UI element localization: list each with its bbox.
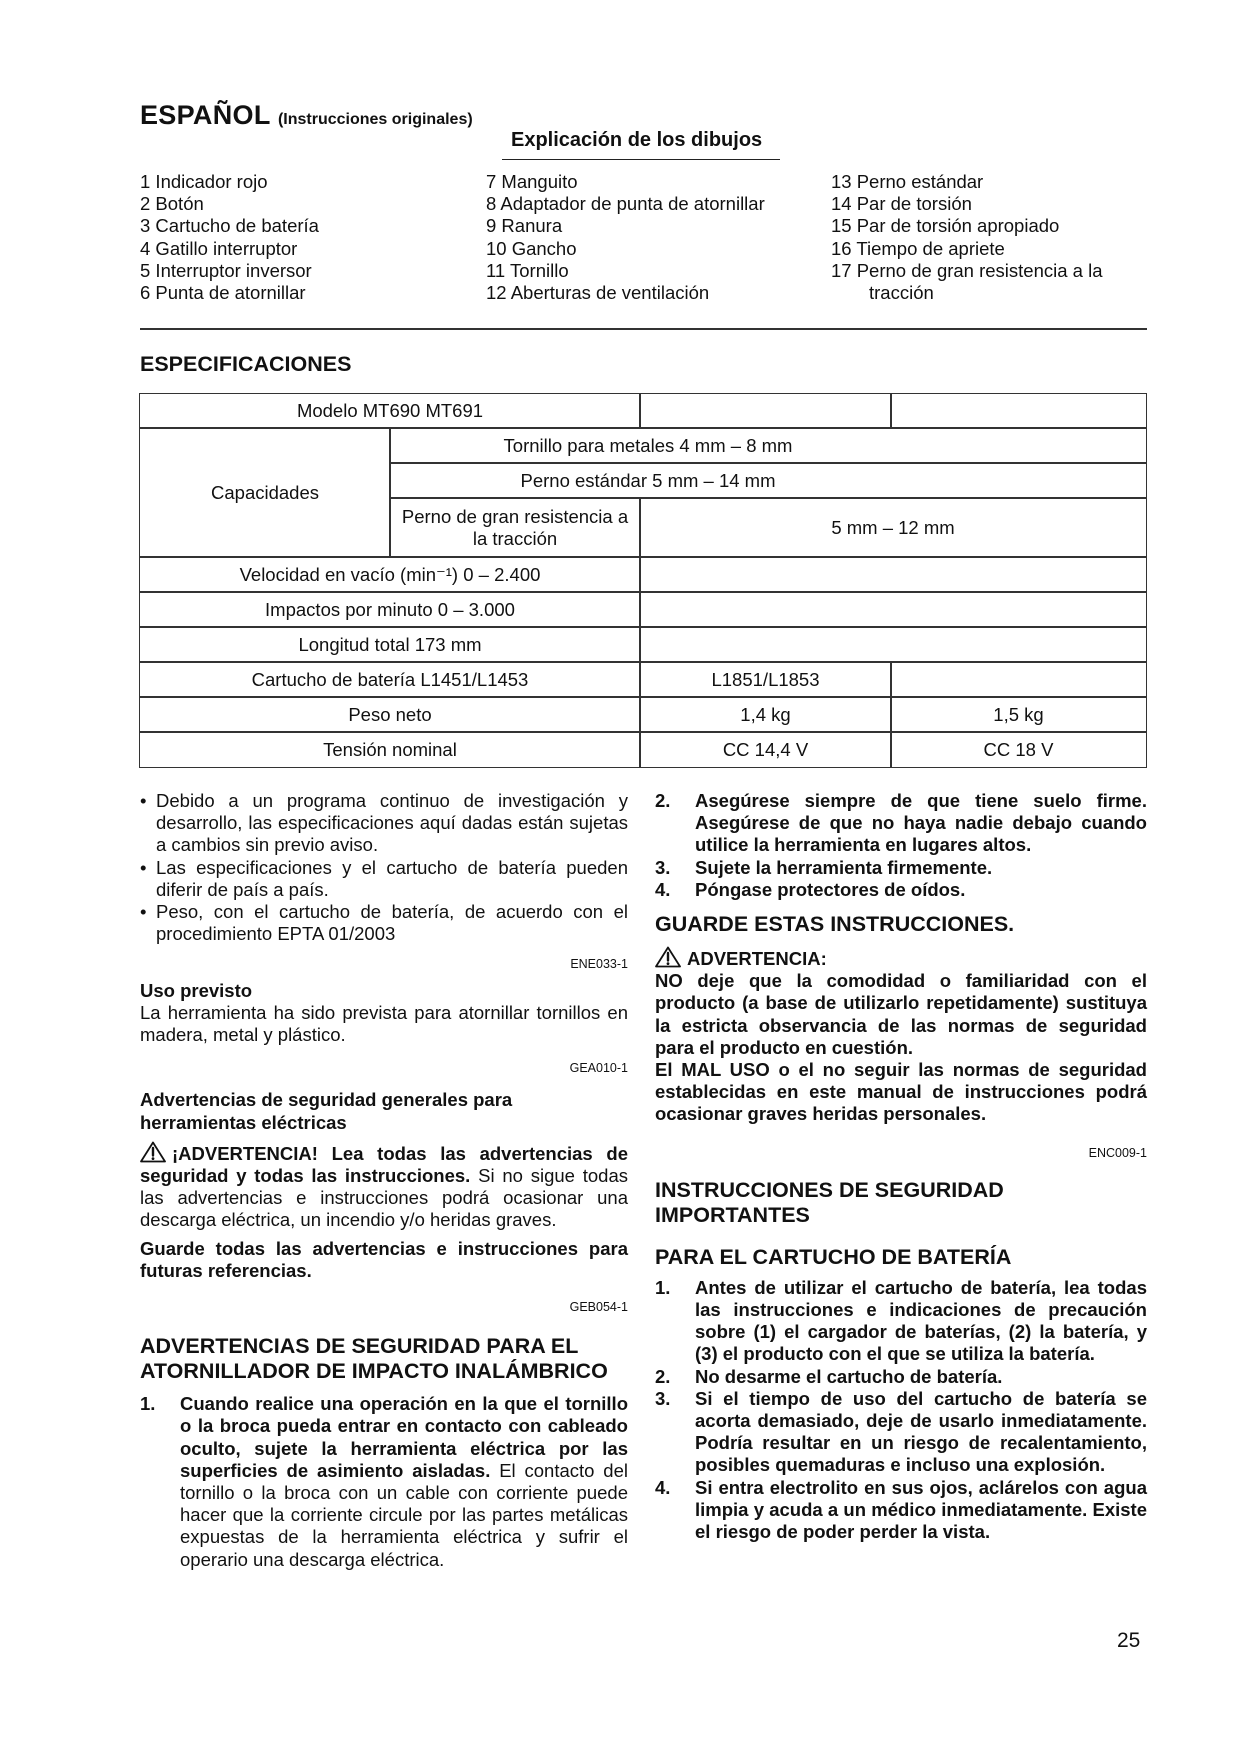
legend-column-1 (140, 171, 319, 304)
legend-item: 7 Manguito (486, 171, 578, 192)
item-number: 4. (655, 1476, 671, 1498)
impact-warning-item-1 (140, 1393, 628, 1571)
language-name: ESPAÑOL (140, 100, 271, 130)
language-note: (Instrucciones originales) (277, 111, 473, 128)
battery-item (655, 1366, 1147, 1388)
warning-paragraph-2: El MAL USO o el no seguir las normas de seguridad establecidas en este manual de instrucciones podrá ocasionar graves heridas personales. (655, 1059, 1147, 1125)
battery-item (655, 1277, 1147, 1366)
legend-item: 14 Par de torsión (831, 193, 972, 215)
item-text: Póngase protectores de oídos. (695, 878, 966, 900)
item-text: Si entra electrolito en sus ojos, aclárelos con agua limpia y acuda a un médico inmediatamente. Existe el riesgo de poder perder la vista. (695, 1476, 1147, 1543)
spec-overall-length: Longitud total 173 mm (139, 626, 641, 663)
legend-item-continuation: tracción (869, 282, 934, 304)
language-title (140, 100, 473, 131)
spec-capacities-label: Capacidades (139, 427, 391, 558)
legend-item: 9 Ranura (486, 215, 563, 237)
spec-empty-cell (639, 591, 1147, 628)
legend-item: 11 Tornillo (486, 259, 569, 281)
specs-heading: ESPECIFICACIONES (140, 352, 352, 376)
spec-empty-cell (890, 393, 1147, 429)
spec-empty-cell (639, 556, 1147, 593)
item-number: 1. (140, 1393, 156, 1415)
important-safety-heading: INSTRUCCIONES DE SEGURIDAD IMPORTANTES (655, 1177, 1004, 1227)
legend-item: 16 Tiempo de apriete (831, 237, 1005, 259)
spec-net-weight-1: 1,4 kg (639, 696, 892, 733)
spec-empty-cell (639, 393, 892, 429)
item-text: Si el tiempo de uso del cartucho de batería se acorta demasiado, deje de usarlo inmediatamente. Podría resultar en un riesgo de recalentamiento, posibles quemaduras e incluso una explosión. (695, 1387, 1147, 1476)
spec-note-bullet: • Debido a un programa continuo de investigación y desarrollo, las especificaciones aquí dadas están sujetas a cambios sin previo aviso. (140, 790, 628, 857)
spec-no-load-speed: Velocidad en vacío (min⁻¹) 0 – 2.400 (139, 556, 641, 593)
item-number: 2. (655, 1365, 671, 1387)
warning-triangle-icon (655, 946, 681, 968)
item-normal-text: El contacto del tornillo o la broca con un cable con corriente puede hacer que la corriente circule por las partes metálicas expuestas de la herramienta eléctrica y sufrir el operario una descarga eléctrica. (180, 1459, 628, 1570)
doc-code: ENC009-1 (1088, 1145, 1147, 1160)
general-warning-paragraph (140, 1141, 628, 1232)
legend-item: 6 Punta de atornillar (140, 282, 306, 304)
intended-use-heading: Uso previsto (140, 979, 253, 1001)
spec-rated-voltage-2: CC 18 V (890, 731, 1147, 768)
doc-code: ENE033-1 (570, 957, 628, 972)
legend-item: 5 Interruptor inversor (140, 259, 312, 281)
intended-use-text: La herramienta ha sido prevista para atornillar tornillos en madera, metal y plástico. (140, 1001, 628, 1046)
save-all-warnings: Guarde todas las advertencias e instrucciones para futuras referencias. (140, 1237, 628, 1281)
item-bold-text: Cuando realice una operación en la que el tornillo o la broca pueda entrar en contacto con cableado oculto, sujete la herramienta eléctrica por las superficies de asimiento aisladas. (180, 1393, 628, 1481)
battery-instructions-list (655, 1277, 1147, 1543)
spec-metal-screw-text: Tornillo para metales 4 mm – 8 mm (503, 434, 793, 456)
warning-label: ADVERTENCIA: (687, 948, 827, 970)
item-text: Sujete la herramienta firmemente. (695, 856, 993, 878)
spec-metal-screw-cell (389, 427, 1147, 464)
item-number: 1. (655, 1276, 671, 1298)
left-column (140, 790, 628, 1571)
item-number: 3. (655, 856, 671, 878)
spec-battery-cartridge: Cartucho de batería L1451/L1453 (139, 661, 641, 698)
legend-item: 2 Botón (140, 193, 204, 215)
legend-item: 1 Indicador rojo (140, 171, 268, 192)
item-number: 3. (655, 1387, 671, 1409)
spec-model-cell: Modelo MT690 MT691 (139, 393, 641, 429)
general-warnings-heading: Advertencias de seguridad generales para herramientas eléctricas (140, 1089, 513, 1133)
spec-high-tensile-value: 5 mm – 12 mm (639, 497, 1147, 558)
spec-note-bullet: • Peso, con el cartucho de batería, de acuerdo con el procedimiento EPTA 01/2003 (140, 901, 628, 945)
warning-bold-text: ¡ADVERTENCIA! Lea todas las advertencias de seguridad y todas las instrucciones. (140, 1142, 628, 1187)
item-number: 4. (655, 878, 671, 900)
spec-note-bullet: • Las especificaciones y el cartucho de batería pueden diferir de país a país. (140, 857, 628, 901)
legend-title-underline (502, 159, 780, 160)
item-number: 2. (655, 790, 671, 811)
safety-item (655, 790, 1147, 857)
doc-code: GEA010-1 (569, 1061, 628, 1076)
spec-empty-cell (639, 626, 1147, 663)
safety-item (655, 879, 1147, 901)
legend-item: 15 Par de torsión apropiado (831, 215, 1060, 237)
spec-rated-voltage-label: Tensión nominal (139, 731, 641, 768)
page-number: 25 (1117, 1629, 1141, 1652)
spec-empty-cell (890, 661, 1147, 698)
battery-heading: PARA EL CARTUCHO DE BATERÍA (655, 1244, 1012, 1269)
spec-std-bolt-cell (389, 462, 1147, 499)
legend-item: 10 Gancho (486, 237, 577, 259)
legend-item: 8 Adaptador de punta de atornillar (486, 193, 765, 215)
spec-battery-cartridge-2: L1851/L1853 (639, 661, 892, 698)
legend-column-2 (486, 171, 765, 304)
legend-item: 12 Aberturas de ventilación (486, 282, 710, 304)
legend-item: 4 Gatillo interruptor (140, 237, 298, 259)
right-column (655, 790, 1147, 1543)
warning-triangle-icon (140, 1141, 166, 1163)
spec-rated-voltage-1: CC 14,4 V (639, 731, 892, 768)
warning-paragraph-1: NO deje que la comodidad o familiaridad con el producto (a base de utilizarlo repetidamente) sustituya la estricta observancia de las normas de seguridad para el producto en cuestión. (655, 970, 1147, 1058)
spec-net-weight-2: 1,5 kg (890, 696, 1147, 733)
spec-high-tensile-label: Perno de gran resistencia a la tracción (389, 497, 641, 558)
legend-column-3 (831, 171, 1103, 304)
doc-code: GEB054-1 (569, 1300, 628, 1315)
spec-std-bolt-text: Perno estándar 5 mm – 14 mm (520, 469, 776, 491)
item-text: Antes de utilizar el cartucho de batería, lea todas las instrucciones e indicaciones de precaución sobre (1) el cargador de baterías, (2) la batería, y (3) el producto con el que se utiliza la batería. (695, 1276, 1147, 1365)
spec-net-weight-label: Peso neto (139, 696, 641, 733)
warning-label-line (655, 946, 1147, 970)
spec-impacts: Impactos por minuto 0 – 3.000 (139, 591, 641, 628)
specs-table (139, 393, 1147, 775)
safety-item (655, 857, 1147, 879)
battery-item (655, 1388, 1147, 1477)
legend-title: Explicación de los dibujos (511, 129, 763, 151)
warning-normal-text: Si no sigue todas las advertencias e instrucciones podrá ocasionar una descarga eléctrica, un incendio y/o heridas graves. (140, 1165, 628, 1231)
item-text: No desarme el cartucho de batería. (695, 1365, 1003, 1387)
section-divider (140, 328, 1147, 330)
item-text: Asegúrese siempre de que tiene suelo firme. Asegúrese de que no haya nadie debajo cuando utilice la herramienta en lugares altos. (695, 790, 1147, 856)
battery-item (655, 1477, 1147, 1544)
save-instructions-heading: GUARDE ESTAS INSTRUCCIONES. (655, 912, 1015, 937)
legend-item: 17 Perno de gran resistencia a la (831, 259, 1103, 281)
impact-driver-warnings-heading: ADVERTENCIAS DE SEGURIDAD PARA EL ATORNILLADOR DE IMPACTO INALÁMBRICO (140, 1334, 608, 1384)
legend-item: 3 Cartucho de batería (140, 215, 319, 237)
legend-item: 13 Perno estándar (831, 171, 984, 192)
